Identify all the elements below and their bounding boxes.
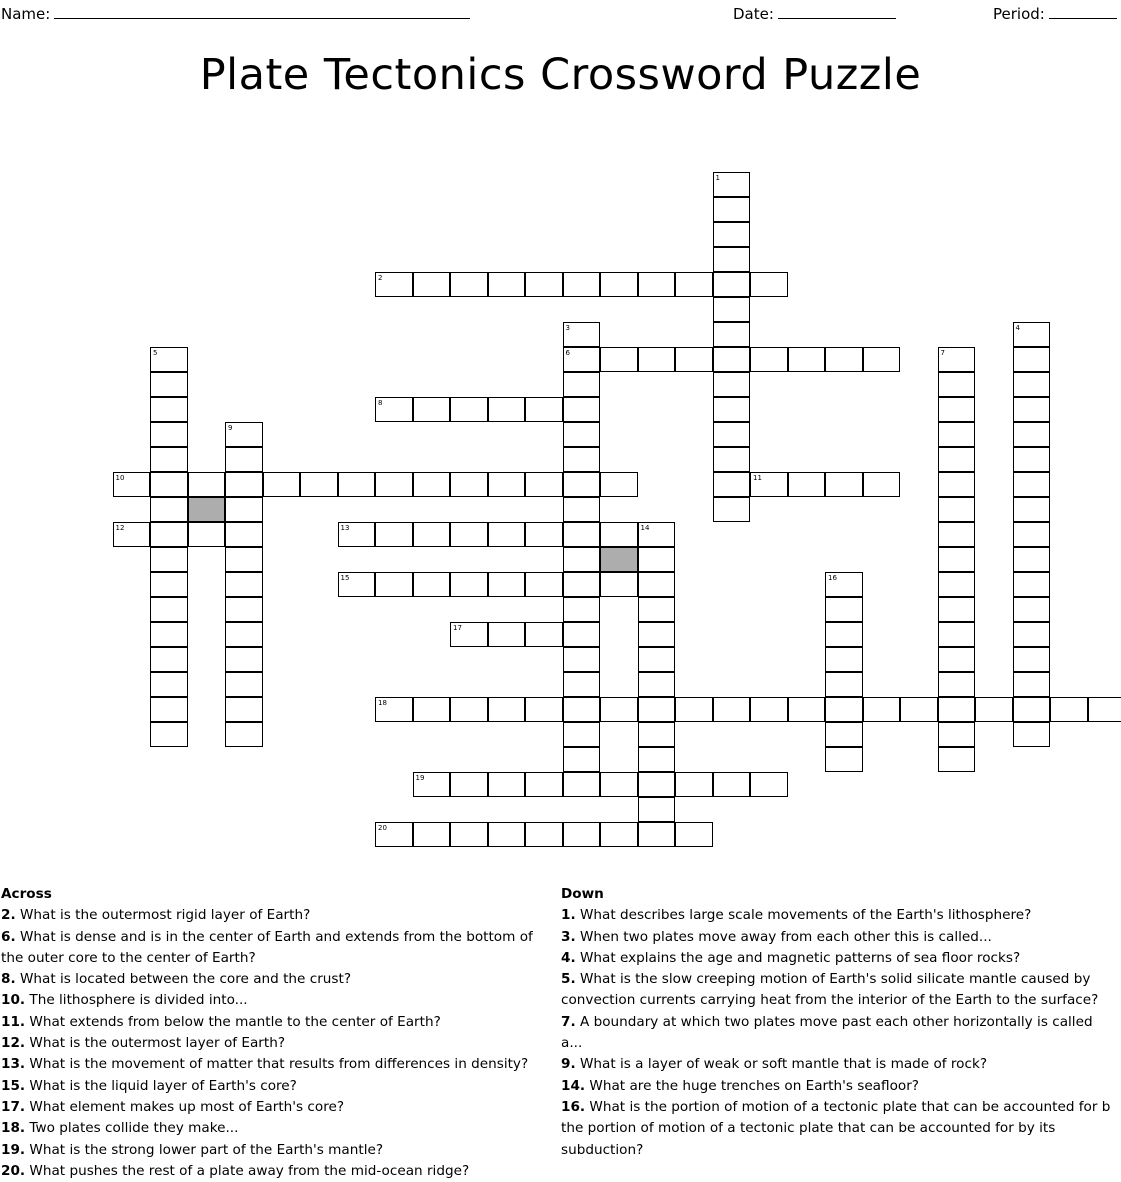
clue-number: 14. [561, 1078, 585, 1094]
grid-cell[interactable] [788, 347, 826, 372]
grid-cell[interactable] [600, 772, 638, 797]
grid-cell[interactable] [825, 347, 863, 372]
clue-text: What is the slow creeping motion of Earth's solid silicate mantle caused by convection currents carrying heat from the interior of the Earth to the surface? [561, 971, 1098, 1008]
grid-cell[interactable] [938, 747, 976, 772]
grid-cell[interactable] [713, 347, 751, 372]
grid-cell[interactable] [563, 422, 601, 447]
clue-text: The lithosphere is divided into... [25, 992, 248, 1008]
grid-cell[interactable] [150, 447, 188, 472]
grid-cell[interactable] [563, 597, 601, 622]
grid-cell[interactable] [225, 722, 263, 747]
grid-cell[interactable] [825, 647, 863, 672]
clue-text: What element makes up most of Earth's core? [25, 1099, 344, 1115]
grid-cell[interactable] [1013, 347, 1051, 372]
across-clues [1, 884, 557, 1182]
grid-cell[interactable] [938, 647, 976, 672]
grid-cell[interactable] [938, 722, 976, 747]
grid-cell[interactable] [1013, 597, 1051, 622]
grid-cell[interactable] [563, 772, 601, 797]
clue-number: 13. [1, 1056, 25, 1072]
clue-number: 18. [1, 1120, 25, 1136]
grid-cell[interactable] [300, 472, 338, 497]
grid-cell[interactable] [600, 522, 638, 547]
grid-cell[interactable] [450, 822, 488, 847]
grid-cell[interactable] [563, 547, 601, 572]
grid-cell[interactable] [150, 547, 188, 572]
grid-cell[interactable] [488, 472, 526, 497]
grid-cell[interactable] [1013, 497, 1051, 522]
grid-cell[interactable] [1013, 472, 1051, 497]
grid-cell[interactable] [450, 772, 488, 797]
grid-cell[interactable] [375, 472, 413, 497]
grid-cell[interactable] [1013, 697, 1051, 722]
shaded-cell [600, 547, 638, 572]
grid-cell[interactable] [488, 272, 526, 297]
grid-cell[interactable] [1050, 697, 1088, 722]
grid-cell[interactable] [150, 397, 188, 422]
grid-cell[interactable] [975, 697, 1013, 722]
grid-cell[interactable] [675, 697, 713, 722]
grid-cell[interactable] [563, 672, 601, 697]
grid-cell[interactable] [488, 397, 526, 422]
grid-cell[interactable] [563, 447, 601, 472]
grid-cell[interactable] [713, 322, 751, 347]
grid-cell[interactable] [225, 547, 263, 572]
grid-cell[interactable] [563, 522, 601, 547]
grid-cell[interactable] [713, 422, 751, 447]
grid-cell[interactable] [713, 772, 751, 797]
shaded-cell [188, 497, 226, 522]
grid-cell[interactable] [788, 697, 826, 722]
grid-cell[interactable] [1013, 447, 1051, 472]
grid-cell[interactable] [413, 272, 451, 297]
grid-cell[interactable] [150, 472, 188, 497]
clue-text: What is the portion of motion of a tectonic plate that can be accounted for b the portion of motion of a tectonic plate that can be accounted for by its subduction? [561, 1099, 1110, 1158]
grid-cell[interactable] [450, 272, 488, 297]
grid-cell[interactable] [1013, 547, 1051, 572]
down-clue [561, 969, 1117, 1012]
grid-cell[interactable] [1013, 572, 1051, 597]
cell-number: 4 [1016, 325, 1020, 332]
grid-cell[interactable] [863, 697, 901, 722]
grid-cell[interactable] [1013, 622, 1051, 647]
grid-cell[interactable] [750, 772, 788, 797]
grid-cell[interactable] [825, 572, 863, 597]
across-clue [1, 1012, 557, 1033]
date-label: Date: [733, 5, 774, 23]
clue-number: 7. [561, 1014, 576, 1030]
page-title: Plate Tectonics Crossword Puzzle [0, 50, 1121, 100]
grid-cell[interactable] [713, 697, 751, 722]
grid-cell[interactable] [600, 472, 638, 497]
grid-cell[interactable] [1013, 722, 1051, 747]
grid-cell[interactable] [563, 647, 601, 672]
down-clue-list [561, 905, 1117, 1161]
down-clues [561, 884, 1117, 1161]
grid-cell[interactable] [413, 472, 451, 497]
grid-cell[interactable] [863, 472, 901, 497]
grid-cell[interactable] [563, 397, 601, 422]
grid-cell[interactable] [413, 572, 451, 597]
grid-cell[interactable] [675, 822, 713, 847]
grid-cell[interactable] [225, 697, 263, 722]
cell-number: 15 [341, 575, 350, 582]
clue-text: What is dense and is in the center of Earth and extends from the bottom of the outer core to the center of Earth? [1, 929, 533, 966]
grid-cell[interactable] [788, 472, 826, 497]
clue-text: What pushes the rest of a plate away from the mid-ocean ridge? [25, 1163, 469, 1179]
grid-cell[interactable] [825, 622, 863, 647]
clue-number: 2. [1, 907, 16, 923]
grid-cell[interactable] [488, 697, 526, 722]
clue-number: 15. [1, 1078, 25, 1094]
grid-cell[interactable] [525, 472, 563, 497]
grid-cell[interactable] [1013, 522, 1051, 547]
grid-cell[interactable] [225, 497, 263, 522]
grid-cell[interactable] [900, 697, 938, 722]
grid-cell[interactable] [375, 697, 413, 722]
clue-number: 16. [561, 1099, 585, 1115]
cell-number: 16 [828, 575, 837, 582]
grid-cell[interactable] [638, 572, 676, 597]
cell-number: 18 [378, 700, 387, 707]
grid-cell[interactable] [338, 572, 376, 597]
grid-cell[interactable] [825, 472, 863, 497]
grid-cell[interactable] [375, 822, 413, 847]
clue-text: Two plates collide they make... [25, 1120, 238, 1136]
grid-cell[interactable] [525, 397, 563, 422]
clue-number: 4. [561, 950, 576, 966]
grid-cell[interactable] [638, 597, 676, 622]
grid-cell[interactable] [150, 497, 188, 522]
grid-cell[interactable] [938, 622, 976, 647]
grid-cell[interactable] [563, 747, 601, 772]
across-heading: Across [1, 884, 557, 905]
clue-text: What is the strong lower part of the Earth's mantle? [25, 1142, 383, 1158]
name-label: Name: [1, 5, 50, 23]
grid-cell[interactable] [413, 397, 451, 422]
grid-cell[interactable] [450, 397, 488, 422]
grid-cell[interactable] [750, 347, 788, 372]
grid-cell[interactable] [150, 522, 188, 547]
grid-cell[interactable] [225, 422, 263, 447]
cell-number: 14 [641, 525, 650, 532]
clue-number: 19. [1, 1142, 25, 1158]
cell-number: 17 [453, 625, 462, 632]
clue-number: 8. [1, 971, 16, 987]
grid-cell[interactable] [713, 247, 751, 272]
grid-cell[interactable] [150, 372, 188, 397]
grid-cell[interactable] [1013, 672, 1051, 697]
across-clue [1, 905, 557, 926]
grid-cell[interactable] [225, 647, 263, 672]
grid-cell[interactable] [563, 822, 601, 847]
across-clue [1, 1118, 557, 1139]
clue-number: 1. [561, 907, 576, 923]
grid-cell[interactable] [338, 472, 376, 497]
grid-cell[interactable] [563, 347, 601, 372]
grid-cell[interactable] [563, 272, 601, 297]
cell-number: 13 [341, 525, 350, 532]
across-clue-list [1, 905, 557, 1182]
cell-number: 5 [153, 350, 157, 357]
grid-cell[interactable] [450, 522, 488, 547]
clue-number: 17. [1, 1099, 25, 1115]
grid-cell[interactable] [225, 672, 263, 697]
grid-cell[interactable] [150, 597, 188, 622]
grid-cell[interactable] [938, 547, 976, 572]
clue-number: 20. [1, 1163, 25, 1179]
grid-cell[interactable] [600, 572, 638, 597]
grid-cell[interactable] [1013, 322, 1051, 347]
grid-cell[interactable] [225, 522, 263, 547]
clue-text: What is a layer of weak or soft mantle that is made of rock? [576, 1056, 987, 1072]
grid-cell[interactable] [675, 272, 713, 297]
across-clue [1, 1097, 557, 1118]
grid-cell[interactable] [825, 747, 863, 772]
clue-number: 6. [1, 929, 16, 945]
grid-cell[interactable] [150, 622, 188, 647]
grid-cell[interactable] [600, 347, 638, 372]
grid-cell[interactable] [488, 522, 526, 547]
cell-number: 7 [941, 350, 945, 357]
grid-cell[interactable] [600, 822, 638, 847]
grid-cell[interactable] [750, 697, 788, 722]
grid-cell[interactable] [1013, 397, 1051, 422]
grid-cell[interactable] [938, 597, 976, 622]
grid-cell[interactable] [638, 622, 676, 647]
grid-cell[interactable] [713, 197, 751, 222]
grid-cell[interactable] [713, 397, 751, 422]
down-clue [561, 905, 1117, 926]
grid-cell[interactable] [413, 772, 451, 797]
grid-cell[interactable] [638, 347, 676, 372]
grid-cell[interactable] [938, 347, 976, 372]
clue-text: What is the outermost rigid layer of Earth? [16, 907, 311, 923]
grid-cell[interactable] [713, 472, 751, 497]
across-clue [1, 1076, 557, 1097]
grid-cell[interactable] [375, 572, 413, 597]
grid-cell[interactable] [525, 622, 563, 647]
grid-cell[interactable] [863, 347, 901, 372]
grid-cell[interactable] [938, 497, 976, 522]
grid-cell[interactable] [525, 272, 563, 297]
clue-text: What are the huge trenches on Earth's seafloor? [585, 1078, 919, 1094]
grid-cell[interactable] [188, 472, 226, 497]
grid-cell[interactable] [600, 697, 638, 722]
grid-cell[interactable] [450, 697, 488, 722]
grid-cell[interactable] [825, 722, 863, 747]
cell-number: 2 [378, 275, 382, 282]
grid-cell[interactable] [225, 597, 263, 622]
grid-cell[interactable] [375, 272, 413, 297]
cell-number: 1 [716, 175, 720, 182]
clue-number: 9. [561, 1056, 576, 1072]
clue-text: What is located between the core and the crust? [16, 971, 351, 987]
grid-cell[interactable] [638, 522, 676, 547]
grid-cell[interactable] [713, 272, 751, 297]
down-heading: Down [561, 884, 1117, 905]
grid-cell[interactable] [225, 472, 263, 497]
grid-cell[interactable] [450, 572, 488, 597]
clue-text: What describes large scale movements of the Earth's lithosphere? [576, 907, 1032, 923]
grid-cell[interactable] [713, 297, 751, 322]
grid-cell[interactable] [450, 622, 488, 647]
across-clue [1, 1033, 557, 1054]
grid-cell[interactable] [563, 722, 601, 747]
cell-number: 8 [378, 400, 382, 407]
across-clue [1, 969, 557, 990]
grid-cell[interactable] [638, 822, 676, 847]
grid-cell[interactable] [150, 647, 188, 672]
grid-cell[interactable] [525, 522, 563, 547]
grid-cell[interactable] [638, 672, 676, 697]
down-clue [561, 1076, 1117, 1097]
grid-cell[interactable] [638, 647, 676, 672]
grid-cell[interactable] [938, 672, 976, 697]
clue-number: 12. [1, 1035, 25, 1051]
cell-number: 20 [378, 825, 387, 832]
grid-cell[interactable] [413, 697, 451, 722]
clue-number: 11. [1, 1014, 25, 1030]
grid-cell[interactable] [638, 697, 676, 722]
grid-cell[interactable] [263, 472, 301, 497]
clue-text: What extends from below the mantle to the center of Earth? [25, 1014, 441, 1030]
across-clue [1, 927, 557, 970]
down-clue [561, 1097, 1117, 1161]
grid-cell[interactable] [488, 822, 526, 847]
cell-number: 6 [566, 350, 570, 357]
cell-number: 3 [566, 325, 570, 332]
grid-cell[interactable] [638, 797, 676, 822]
grid-cell[interactable] [713, 222, 751, 247]
grid-cell[interactable] [1088, 697, 1121, 722]
grid-cell[interactable] [600, 272, 638, 297]
grid-cell[interactable] [938, 422, 976, 447]
grid-cell[interactable] [563, 572, 601, 597]
grid-cell[interactable] [525, 772, 563, 797]
grid-cell[interactable] [150, 572, 188, 597]
grid-cell[interactable] [938, 472, 976, 497]
grid-cell[interactable] [938, 447, 976, 472]
down-clue [561, 927, 1117, 948]
grid-cell[interactable] [825, 672, 863, 697]
grid-cell[interactable] [563, 497, 601, 522]
cell-number: 12 [116, 525, 125, 532]
grid-cell[interactable] [413, 522, 451, 547]
grid-cell[interactable] [675, 347, 713, 372]
grid-cell[interactable] [825, 697, 863, 722]
grid-cell[interactable] [638, 272, 676, 297]
clue-text: What is the movement of matter that results from differences in density? [25, 1056, 528, 1072]
grid-cell[interactable] [488, 572, 526, 597]
grid-cell[interactable] [563, 372, 601, 397]
grid-cell[interactable] [525, 822, 563, 847]
across-clue [1, 1161, 557, 1182]
grid-cell[interactable] [638, 772, 676, 797]
grid-cell[interactable] [150, 697, 188, 722]
down-clue [561, 1012, 1117, 1055]
grid-cell[interactable] [150, 422, 188, 447]
grid-cell[interactable] [675, 772, 713, 797]
grid-cell[interactable] [188, 522, 226, 547]
grid-cell[interactable] [338, 522, 376, 547]
grid-cell[interactable] [638, 547, 676, 572]
grid-cell[interactable] [750, 272, 788, 297]
grid-cell[interactable] [638, 722, 676, 747]
grid-cell[interactable] [150, 672, 188, 697]
grid-cell[interactable] [938, 397, 976, 422]
grid-cell[interactable] [150, 347, 188, 372]
grid-cell[interactable] [488, 772, 526, 797]
clue-text: A boundary at which two plates move past each other horizontally is called a... [561, 1014, 1093, 1051]
grid-cell[interactable] [488, 622, 526, 647]
grid-cell[interactable] [563, 322, 601, 347]
grid-cell[interactable] [1013, 422, 1051, 447]
grid-cell[interactable] [150, 722, 188, 747]
across-clue [1, 1054, 557, 1075]
grid-cell[interactable] [938, 522, 976, 547]
grid-cell[interactable] [375, 397, 413, 422]
grid-cell[interactable] [638, 747, 676, 772]
grid-cell[interactable] [525, 697, 563, 722]
cell-number: 9 [228, 425, 232, 432]
clue-number: 5. [561, 971, 576, 987]
across-clue [1, 990, 557, 1011]
grid-cell[interactable] [113, 472, 151, 497]
grid-cell[interactable] [113, 522, 151, 547]
cell-number: 10 [116, 475, 125, 482]
grid-cell[interactable] [450, 472, 488, 497]
grid-cell[interactable] [225, 447, 263, 472]
period-label: Period: [993, 5, 1045, 23]
grid-cell[interactable] [563, 697, 601, 722]
grid-cell[interactable] [225, 622, 263, 647]
grid-cell[interactable] [375, 522, 413, 547]
clue-text: What is the liquid layer of Earth's core? [25, 1078, 297, 1094]
clue-text: When two plates move away from each other this is called... [576, 929, 992, 945]
grid-cell[interactable] [825, 597, 863, 622]
grid-cell[interactable] [563, 472, 601, 497]
grid-cell[interactable] [1013, 647, 1051, 672]
grid-cell[interactable] [713, 447, 751, 472]
grid-cell[interactable] [413, 822, 451, 847]
grid-cell[interactable] [938, 372, 976, 397]
grid-cell[interactable] [938, 697, 976, 722]
clue-text: What explains the age and magnetic patterns of sea floor rocks? [576, 950, 1021, 966]
grid-cell[interactable] [563, 622, 601, 647]
grid-cell[interactable] [225, 572, 263, 597]
clue-text: What is the outermost layer of Earth? [25, 1035, 285, 1051]
grid-cell[interactable] [1013, 372, 1051, 397]
clue-number: 3. [561, 929, 576, 945]
grid-cell[interactable] [713, 497, 751, 522]
grid-cell[interactable] [713, 372, 751, 397]
clue-number: 10. [1, 992, 25, 1008]
cell-number: 19 [416, 775, 425, 782]
across-clue [1, 1140, 557, 1161]
grid-cell[interactable] [750, 472, 788, 497]
grid-cell[interactable] [938, 572, 976, 597]
cell-number: 11 [753, 475, 762, 482]
grid-cell[interactable] [525, 572, 563, 597]
grid-cell[interactable] [713, 172, 751, 197]
down-clue [561, 948, 1117, 969]
down-clue [561, 1054, 1117, 1075]
